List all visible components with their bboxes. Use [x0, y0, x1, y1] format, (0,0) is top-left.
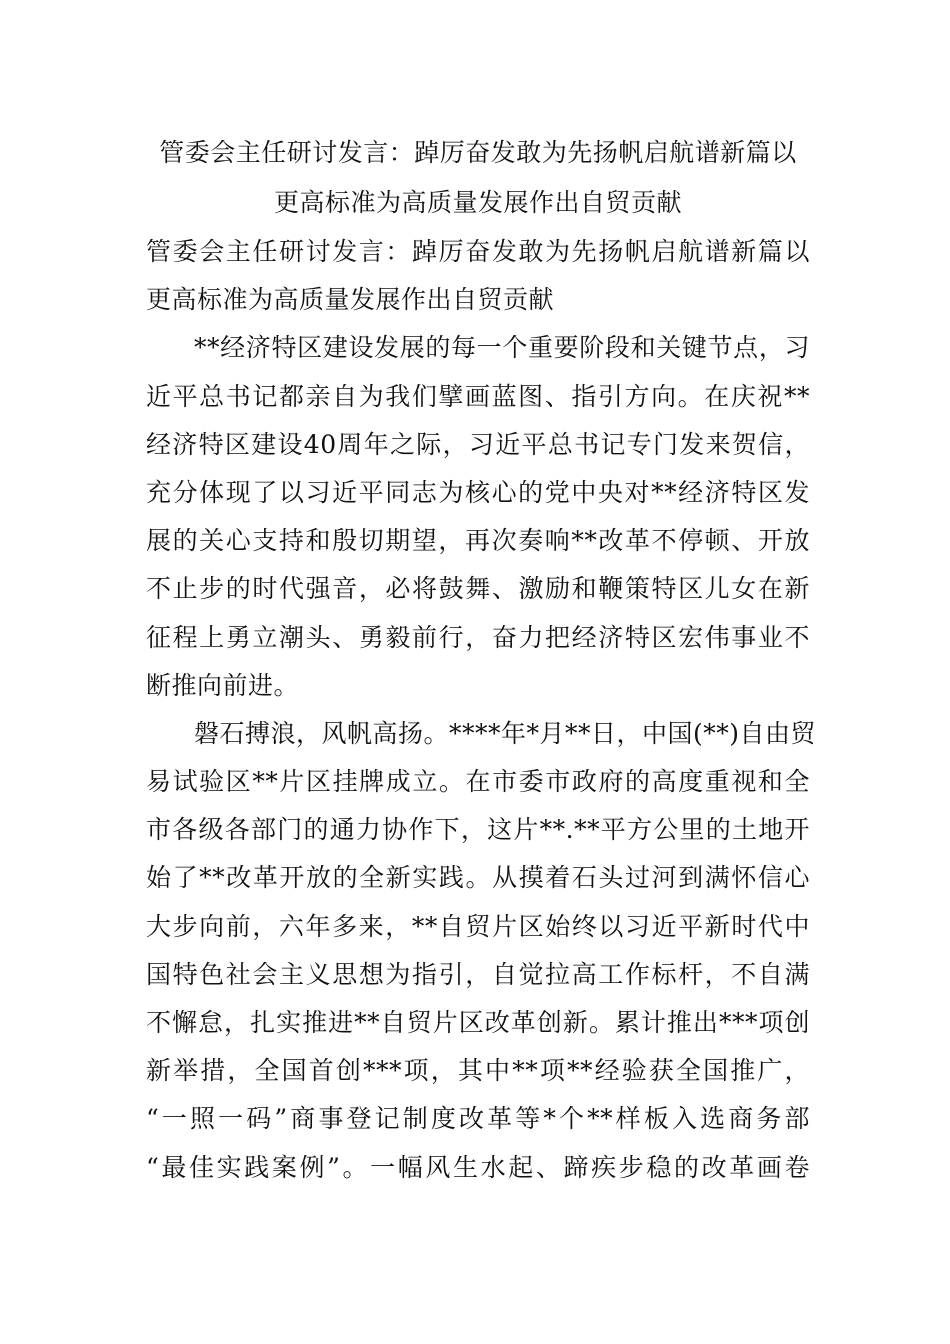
- paragraph-1-line: 征程上勇立潮头、勇毅前行，奋力把经济特区宏伟事业不: [146, 622, 810, 652]
- paragraph-2: [146, 710, 817, 1192]
- paragraph-1-line: 近平总书记都亲自为我们擘画蓝图、指引方向。在庆祝**: [146, 381, 810, 411]
- paragraph-2-line: 大步向前，六年多来，**自贸片区始终以习近平新时代中: [146, 911, 810, 941]
- document-subtitle: [146, 228, 810, 324]
- paragraph-1-line: 展的关心支持和殷切期望，再次奏响**改革不停顿、开放: [146, 526, 810, 556]
- title-line-1: 管委会主任研讨发言：踔厉奋发敢为先扬帆启航谱新篇以: [159, 138, 797, 167]
- document-page: [146, 128, 817, 1192]
- paragraph-1-line: 断推向前进。: [146, 670, 300, 700]
- paragraph-1-line: **经济特区建设发展的每一个重要阶段和关键节点，习: [194, 333, 810, 363]
- paragraph-2-line: 新举措，全国首创***项，其中**项**经验获全国推广，: [146, 1056, 810, 1086]
- paragraph-2-line: 磐石搏浪，风帆高扬。****年*月**日，中国(**)自由贸: [194, 718, 817, 748]
- paragraph-2-line: 易试验区**片区挂牌成立。在市委市政府的高度重视和全: [146, 767, 810, 797]
- subtitle-line-2: 更高标准为高质量发展作出自贸贡献: [146, 285, 555, 315]
- paragraph-1-line: 不止步的时代强音，必将鼓舞、激励和鞭策特区儿女在新: [146, 574, 810, 604]
- paragraph-2-line: 国特色社会主义思想为指引，自觉拉高工作标杆，不自满: [146, 959, 810, 989]
- paragraph-2-line: 始了**改革开放的全新实践。从摸着石头过河到满怀信心: [146, 863, 810, 893]
- paragraph-1-line: 经济特区建设40周年之际，习近平总书记专门发来贺信，: [146, 429, 810, 459]
- paragraph-1: [146, 324, 810, 710]
- paragraph-2-line: “一照一码”商事登记制度改革等*个**样板入选商务部: [146, 1104, 810, 1134]
- document-title: [146, 128, 810, 228]
- paragraph-2-line: 不懈怠，扎实推进**自贸片区改革创新。累计推出***项创: [146, 1008, 810, 1037]
- title-line-2: 更高标准为高质量发展作出自贸贡献: [273, 188, 682, 217]
- paragraph-2-line: 市各级各部门的通力协作下，这片**.**平方公里的土地开: [146, 815, 810, 845]
- paragraph-1-line: 充分体现了以习近平同志为核心的党中央对**经济特区发: [146, 477, 810, 507]
- paragraph-2-line: “最佳实践案例”。一幅风生水起、蹄疾步稳的改革画卷: [146, 1152, 810, 1182]
- subtitle-line-1: 管委会主任研讨发言：踔厉奋发敢为先扬帆启航谱新篇以: [146, 237, 810, 266]
